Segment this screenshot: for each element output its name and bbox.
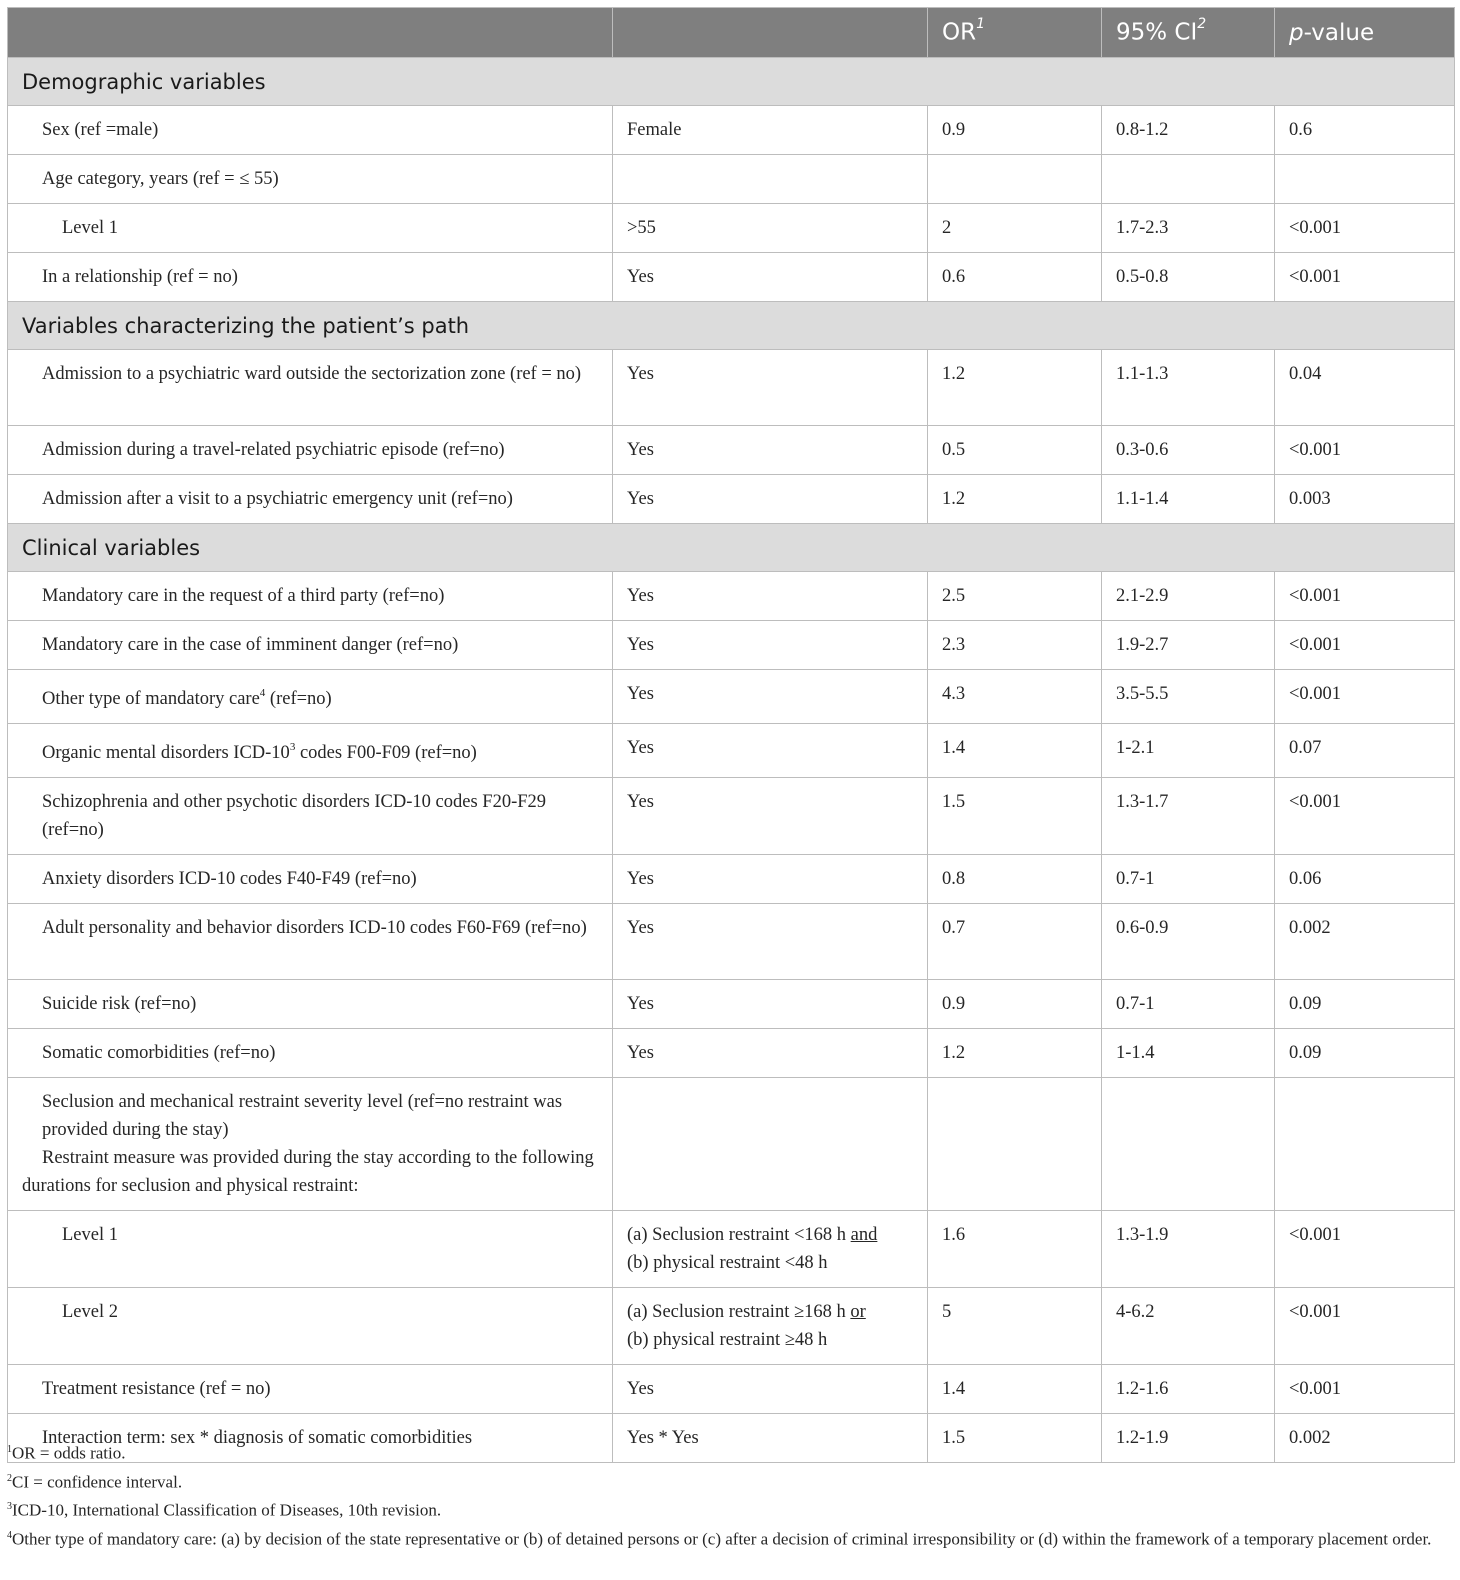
row-level-text: (a) Seclusion restraint <168 h — [627, 1225, 851, 1246]
row-p: <0.001 — [1275, 670, 1455, 724]
row-p: 0.002 — [1275, 1414, 1455, 1463]
table-row — [8, 426, 1455, 475]
row-label: In a relationship (ref = no) — [8, 253, 613, 302]
row-label: Level 1 — [8, 204, 613, 253]
row-p: <0.001 — [1275, 1365, 1455, 1414]
footnote — [7, 1494, 1447, 1523]
row-or: 0.8 — [928, 855, 1102, 904]
row-ci: 0.8-1.2 — [1102, 106, 1275, 155]
table-row — [8, 724, 1455, 778]
table-row — [8, 1211, 1455, 1288]
row-ci: 1.9-2.7 — [1102, 621, 1275, 670]
row-label: Level 1 — [8, 1211, 613, 1288]
header-level — [613, 8, 928, 58]
footnote-text: CI = confidence interval. — [12, 1472, 183, 1492]
row-or: 0.5 — [928, 426, 1102, 475]
row-level — [613, 155, 928, 204]
row-label: Age category, years (ref = ≤ 55) — [8, 155, 613, 204]
row-or: 0.7 — [928, 904, 1102, 980]
row-level: Yes — [613, 350, 928, 426]
row-level: Yes — [613, 778, 928, 855]
header-ci-label: 95% CI — [1116, 19, 1198, 46]
section-title: Demographic variables — [8, 58, 1455, 106]
table-row — [8, 1029, 1455, 1078]
row-p: <0.001 — [1275, 1211, 1455, 1288]
results-table-container — [7, 7, 1454, 1463]
row-label: Admission during a travel-related psychiatric episode (ref=no) — [8, 426, 613, 475]
row-level — [613, 1211, 928, 1288]
row-level-text: (b) physical restraint ≥48 h — [627, 1330, 828, 1351]
footnote — [7, 1523, 1447, 1552]
row-label: Interaction term: sex * diagnosis of somatic comorbidities — [8, 1414, 613, 1463]
row-label: Treatment resistance (ref = no) — [8, 1365, 613, 1414]
row-or: 0.6 — [928, 253, 1102, 302]
row-level: Yes — [613, 572, 928, 621]
row-label-text: codes F00-F09 (ref=no) — [295, 743, 477, 764]
row-or: 1.6 — [928, 1211, 1102, 1288]
row-ci — [1102, 155, 1275, 204]
row-label — [8, 670, 613, 724]
table-row — [8, 1365, 1455, 1414]
footnote-marker: 2 — [7, 1472, 12, 1484]
row-label-text: Seclusion and mechanical restraint severity level (ref=no restraint was provided during the stay) — [42, 1092, 563, 1141]
row-ci: 0.7-1 — [1102, 980, 1275, 1029]
row-ci: 1.2-1.6 — [1102, 1365, 1275, 1414]
row-ci: 1.2-1.9 — [1102, 1414, 1275, 1463]
row-or: 2.3 — [928, 621, 1102, 670]
row-level: Yes — [613, 475, 928, 524]
row-label: Level 2 — [8, 1288, 613, 1365]
row-level: Yes — [613, 670, 928, 724]
footnote — [7, 1466, 1447, 1495]
row-or: 1.5 — [928, 1414, 1102, 1463]
row-ci: 0.7-1 — [1102, 855, 1275, 904]
row-p: <0.001 — [1275, 426, 1455, 475]
footnote-text: ICD-10, International Classification of Diseases, 10th revision. — [12, 1500, 442, 1520]
row-label: Somatic comorbidities (ref=no) — [8, 1029, 613, 1078]
row-p — [1275, 155, 1455, 204]
row-or: 1.2 — [928, 475, 1102, 524]
row-label: Sex (ref =male) — [8, 106, 613, 155]
row-or: 1.2 — [928, 1029, 1102, 1078]
row-label-text: Other type of mandatory care — [42, 689, 260, 710]
section-row-demographic — [8, 58, 1455, 106]
row-or: 2.5 — [928, 572, 1102, 621]
table-row — [8, 621, 1455, 670]
row-p: <0.001 — [1275, 572, 1455, 621]
row-level — [613, 1078, 928, 1211]
header-ci-sup: 2 — [1197, 16, 1207, 33]
row-p: 0.04 — [1275, 350, 1455, 426]
row-level: Yes — [613, 621, 928, 670]
section-row-path — [8, 302, 1455, 350]
row-ci: 0.3-0.6 — [1102, 426, 1275, 475]
header-p-value — [1275, 8, 1455, 58]
footnote-text: Other type of mandatory care: (a) by decision of the state representative or (b) of detained persons or (c) after a decision of criminal irresponsibility or (d) within the framework of a temporary placement order. — [12, 1529, 1432, 1549]
row-p: 0.002 — [1275, 904, 1455, 980]
section-title: Clinical variables — [8, 524, 1455, 572]
row-ci: 1.7-2.3 — [1102, 204, 1275, 253]
row-ci: 0.5-0.8 — [1102, 253, 1275, 302]
row-p: 0.09 — [1275, 980, 1455, 1029]
row-level: >55 — [613, 204, 928, 253]
row-level: Yes — [613, 1029, 928, 1078]
row-label: Anxiety disorders ICD-10 codes F40-F49 (ref=no) — [8, 855, 613, 904]
row-ci — [1102, 1078, 1275, 1211]
header-p-rest: -value — [1303, 19, 1375, 46]
row-label: Admission after a visit to a psychiatric emergency unit (ref=no) — [8, 475, 613, 524]
row-label: Adult personality and behavior disorders ICD-10 codes F60-F69 (ref=no) — [8, 904, 613, 980]
row-ci: 4-6.2 — [1102, 1288, 1275, 1365]
row-ci: 1.3-1.7 — [1102, 778, 1275, 855]
row-label-text: (ref=no) — [265, 689, 332, 710]
section-row-clinical — [8, 524, 1455, 572]
row-label-text: Restraint measure was provided during the stay according to the following durations for seclusion and physical restraint: — [22, 1148, 594, 1197]
row-p: <0.001 — [1275, 253, 1455, 302]
row-ci: 1-1.4 — [1102, 1029, 1275, 1078]
row-p: 0.06 — [1275, 855, 1455, 904]
table-row — [8, 904, 1455, 980]
table-row — [8, 253, 1455, 302]
header-variable — [8, 8, 613, 58]
row-ci: 3.5-5.5 — [1102, 670, 1275, 724]
row-level: Female — [613, 106, 928, 155]
table-row — [8, 980, 1455, 1029]
row-level-text: (a) Seclusion restraint ≥168 h — [627, 1302, 851, 1323]
row-or: 5 — [928, 1288, 1102, 1365]
row-label — [8, 724, 613, 778]
table-row — [8, 204, 1455, 253]
row-or: 1.4 — [928, 724, 1102, 778]
table-row — [8, 106, 1455, 155]
row-p: 0.6 — [1275, 106, 1455, 155]
table-row — [8, 475, 1455, 524]
footnote-marker: 3 — [7, 1501, 12, 1513]
row-ci: 1-2.1 — [1102, 724, 1275, 778]
table-row — [8, 1078, 1455, 1211]
table-row — [8, 155, 1455, 204]
footnotes — [7, 1437, 1447, 1552]
row-level-text: (b) physical restraint <48 h — [627, 1253, 828, 1274]
row-or: 0.9 — [928, 980, 1102, 1029]
table-row — [8, 670, 1455, 724]
row-or: 4.3 — [928, 670, 1102, 724]
row-level-conjunction: or — [850, 1302, 866, 1323]
row-ci: 1.1-1.4 — [1102, 475, 1275, 524]
row-p: 0.07 — [1275, 724, 1455, 778]
row-or: 0.9 — [928, 106, 1102, 155]
row-label: Mandatory care in the case of imminent danger (ref=no) — [8, 621, 613, 670]
row-label: Suicide risk (ref=no) — [8, 980, 613, 1029]
header-or-label: OR — [942, 19, 977, 46]
row-level: Yes — [613, 1365, 928, 1414]
row-or: 1.5 — [928, 778, 1102, 855]
row-ci: 0.6-0.9 — [1102, 904, 1275, 980]
row-p: 0.09 — [1275, 1029, 1455, 1078]
header-or-sup: 1 — [976, 16, 986, 33]
row-level: Yes — [613, 980, 928, 1029]
table-row — [8, 572, 1455, 621]
row-ci: 1.1-1.3 — [1102, 350, 1275, 426]
table-row — [8, 1288, 1455, 1365]
row-label-text: Organic mental disorders ICD-10 — [42, 743, 290, 764]
footnote — [7, 1437, 1447, 1466]
row-p: <0.001 — [1275, 621, 1455, 670]
footnote-marker: 4 — [259, 687, 266, 699]
row-p: <0.001 — [1275, 778, 1455, 855]
row-level-conjunction: and — [850, 1225, 878, 1246]
header-or — [928, 8, 1102, 58]
row-ci: 2.1-2.9 — [1102, 572, 1275, 621]
row-or: 1.2 — [928, 350, 1102, 426]
footnote-marker: 1 — [7, 1444, 12, 1455]
row-level: Yes — [613, 904, 928, 980]
table-row — [8, 350, 1455, 426]
row-or — [928, 1078, 1102, 1211]
row-level: Yes * Yes — [613, 1414, 928, 1463]
footnote-text: OR = odds ratio. — [12, 1443, 126, 1463]
table-row — [8, 855, 1455, 904]
row-level: Yes — [613, 426, 928, 475]
row-p — [1275, 1078, 1455, 1211]
odds-ratio-table — [7, 7, 1455, 1463]
row-or — [928, 155, 1102, 204]
row-level — [613, 1288, 928, 1365]
table-row — [8, 778, 1455, 855]
footnote-marker: 3 — [289, 741, 296, 754]
row-p: 0.003 — [1275, 475, 1455, 524]
header-ci — [1102, 8, 1275, 58]
row-or: 2 — [928, 204, 1102, 253]
header-p-italic: p — [1289, 19, 1304, 46]
section-title: Variables characterizing the patient’s path — [8, 302, 1455, 350]
row-level: Yes — [613, 724, 928, 778]
row-level: Yes — [613, 855, 928, 904]
row-label: Admission to a psychiatric ward outside the sectorization zone (ref = no) — [8, 350, 613, 426]
row-label: Schizophrenia and other psychotic disorders ICD-10 codes F20-F29 (ref=no) — [8, 778, 613, 855]
row-ci: 1.3-1.9 — [1102, 1211, 1275, 1288]
row-p: <0.001 — [1275, 1288, 1455, 1365]
row-label — [8, 1078, 613, 1211]
footnote-marker: 4 — [7, 1529, 12, 1541]
row-p: <0.001 — [1275, 204, 1455, 253]
row-label: Mandatory care in the request of a third party (ref=no) — [8, 572, 613, 621]
row-level: Yes — [613, 253, 928, 302]
row-or: 1.4 — [928, 1365, 1102, 1414]
header-row — [8, 8, 1455, 58]
